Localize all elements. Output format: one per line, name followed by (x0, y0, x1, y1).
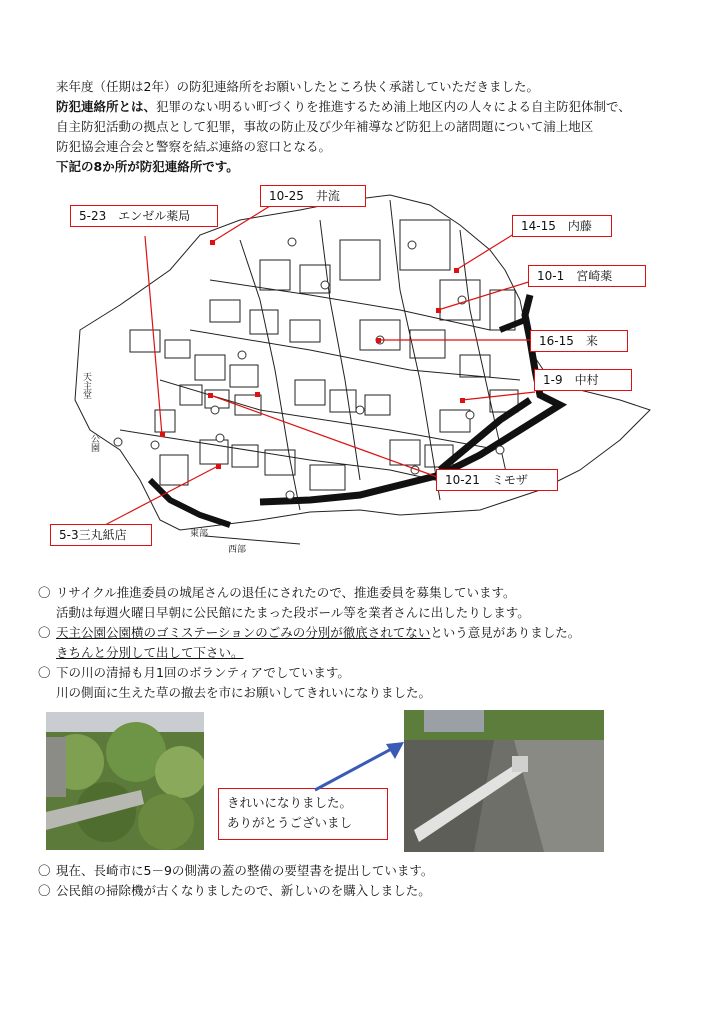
photo-before-drawing (46, 712, 204, 850)
note-line-2: ありがとうございまし (227, 815, 353, 830)
arrow-icon (300, 735, 410, 795)
callout-5-23: 5-23 エンゼル薬局 (70, 205, 218, 227)
bullet-mark: 〇 (38, 625, 51, 640)
bullet-2-rest: という意見がありました。 (430, 625, 581, 640)
river-lower (150, 480, 230, 525)
river-branch (500, 320, 525, 330)
callout-10-1: 10-1 宮崎薬 (528, 265, 646, 287)
thanks-note (218, 788, 388, 840)
intro-line-2 (56, 98, 631, 116)
bullet-mark: 〇 (38, 883, 51, 898)
photo-after (404, 710, 604, 852)
note-line-1: きれいになりました。 (227, 795, 353, 810)
bullet-2-line-1 (38, 624, 580, 642)
photo-after-drawing (404, 710, 604, 852)
intro-line-3: 自主防犯活動の拠点として犯罪，事故の防止及び少年補導など防犯上の諸問題について浦上地区 (56, 119, 594, 134)
callout-1-9: 1-9 中村 (534, 369, 632, 391)
bullet-2-underlined: 天主公園公園横のゴミステーションのごみの分別が徹底されてない (56, 625, 431, 640)
callout-16-15: 16-15 来 (530, 330, 628, 352)
map-label-tenshu: 天主堂 (81, 372, 91, 399)
intro-line-1: 来年度（任期は2年）の防犯連絡所をお願いしたところ快く承諾していただきました。 (56, 79, 539, 94)
map-label-west: 西部 (228, 545, 247, 555)
bullet-mark: 〇 (38, 863, 51, 878)
intro-line-5: 下記の8か所が防犯連絡所です。 (56, 159, 239, 174)
bullet-4-text: 現在、長崎市に5－9の側溝の蓋の整備の要望書を提出しています。 (56, 863, 434, 878)
bullet-1-line-1 (38, 584, 516, 602)
district-map (59, 180, 670, 555)
bullet-3-line-1 (38, 664, 350, 682)
bullet-3-text: 下の川の清掃も月1回のボランティアでしています。 (56, 665, 350, 680)
callout-10-21: 10-21 ミモザ (436, 469, 558, 491)
bullet-mark: 〇 (38, 665, 51, 680)
bullet-3-line-2: 川の側面に生えた草の撤去を市にお願いしてきれいになりました。 (56, 685, 432, 700)
bullet-5 (38, 882, 431, 900)
intro-line-2-rest: 犯罪のない明るい町づくりを推進するため浦上地区内の人々による自主防犯体制で、 (156, 99, 631, 114)
photo-before (46, 712, 204, 850)
bullet-2-line-2: きちんと分別して出して下さい。 (56, 645, 244, 660)
intro-line-4: 防犯協会連合会と警察を結ぶ連絡の窓口となる。 (56, 139, 332, 154)
bullet-1-line-2: 活動は毎週火曜日早朝に公民館にたまった段ボール等を業者さんに出したりします。 (56, 605, 530, 620)
bullet-mark: 〇 (38, 585, 51, 600)
callout-5-3: 5-3三丸紙店 (50, 524, 152, 546)
direction-line (205, 536, 300, 544)
callout-14-15: 14-15 内藤 (512, 215, 612, 237)
bullet-4 (38, 862, 433, 880)
bullet-1-text: リサイクル推進委員の城尾さんの退任にされたので、推進委員を募集しています。 (56, 585, 516, 600)
bullet-5-text: 公民館の掃除機が古くなりましたので、新しいのを購入しました。 (56, 883, 431, 898)
callout-10-25: 10-25 井流 (260, 185, 366, 207)
map-label-park: 公園 (89, 434, 99, 452)
intro-term: 防犯連絡所とは、 (56, 99, 157, 114)
map-label-east: 東部 (190, 529, 209, 539)
